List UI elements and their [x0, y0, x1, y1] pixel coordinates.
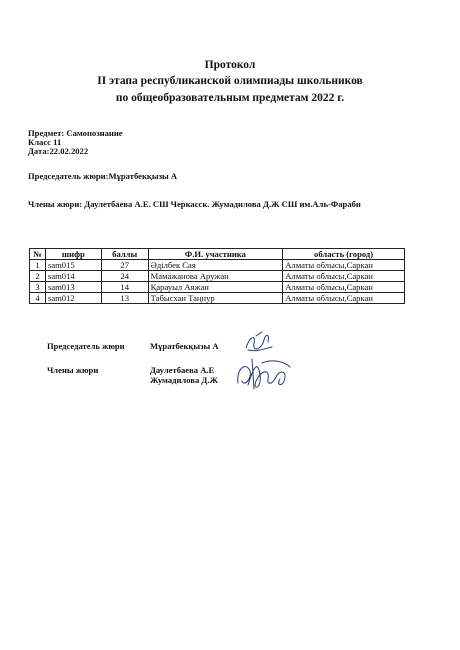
members-signature-label: Члены жюри — [47, 365, 99, 375]
results-table — [29, 248, 405, 304]
members-handwritten-signature — [232, 355, 294, 397]
date-line: Дата:22.02.2022 — [28, 146, 89, 156]
cell-number: 1 — [30, 260, 46, 271]
member-2-signature-name: Жумадилова Д.Ж — [150, 375, 218, 385]
cell-participant: Мамажанова Аружан — [148, 271, 283, 282]
table-row — [30, 293, 405, 304]
table-row — [30, 260, 405, 271]
cell-region: Алматы облысы,Саркан — [283, 282, 405, 293]
col-header-number: № — [30, 249, 46, 260]
jury-chair-line: Председатель жюри:Мұратбекқызы А — [28, 171, 178, 181]
cell-region: Алматы облысы,Саркан — [283, 293, 405, 304]
col-header-region: область (город) — [283, 249, 405, 260]
subject-line: Предмет: Самопознание — [28, 128, 123, 138]
cell-score: 14 — [101, 282, 148, 293]
table-header-row — [30, 249, 405, 260]
table-row — [30, 282, 405, 293]
cell-participant: Қарауыл Аяжан — [148, 282, 283, 293]
cell-code: sam012 — [45, 293, 101, 304]
cell-number: 4 — [30, 293, 46, 304]
cell-code: sam015 — [45, 260, 101, 271]
document-title: Протокол — [204, 59, 256, 71]
chair-signature-name: Мұратбекқызы А — [150, 341, 219, 351]
cell-code: sam014 — [45, 271, 101, 282]
col-header-score: баллы — [101, 249, 148, 260]
member-1-signature-name: Даулетбаева А.Е — [150, 365, 215, 375]
chair-signature-label: Председатель жюри — [47, 341, 125, 351]
document-subtitle-line-2: по общеобразовательным предметам 2022 г. — [115, 92, 345, 104]
cell-score: 24 — [101, 271, 148, 282]
cell-code: sam013 — [45, 282, 101, 293]
class-line: Класс 11 — [28, 137, 62, 147]
cell-participant: Әділбек Сая — [148, 260, 283, 271]
cell-participant: Табысхан Таңнур — [148, 293, 283, 304]
cell-region: Алматы облысы,Саркан — [283, 260, 405, 271]
cell-score: 13 — [101, 293, 148, 304]
table-row — [30, 271, 405, 282]
jury-members-line: Члены жюри: Даулетбаева А.Е. СШ Черкасск. Жумадилова Д.Ж СШ им.Аль-Фараби — [28, 199, 361, 209]
chair-handwritten-signature — [242, 330, 276, 356]
document-subtitle-line-1: II этапа республиканской олимпиады школьников — [97, 75, 363, 87]
col-header-code: шифр — [45, 249, 101, 260]
cell-score: 27 — [101, 260, 148, 271]
col-header-participant: Ф.И. участника — [148, 249, 283, 260]
cell-number: 3 — [30, 282, 46, 293]
cell-region: Алматы облысы,Саркан — [283, 271, 405, 282]
cell-number: 2 — [30, 271, 46, 282]
